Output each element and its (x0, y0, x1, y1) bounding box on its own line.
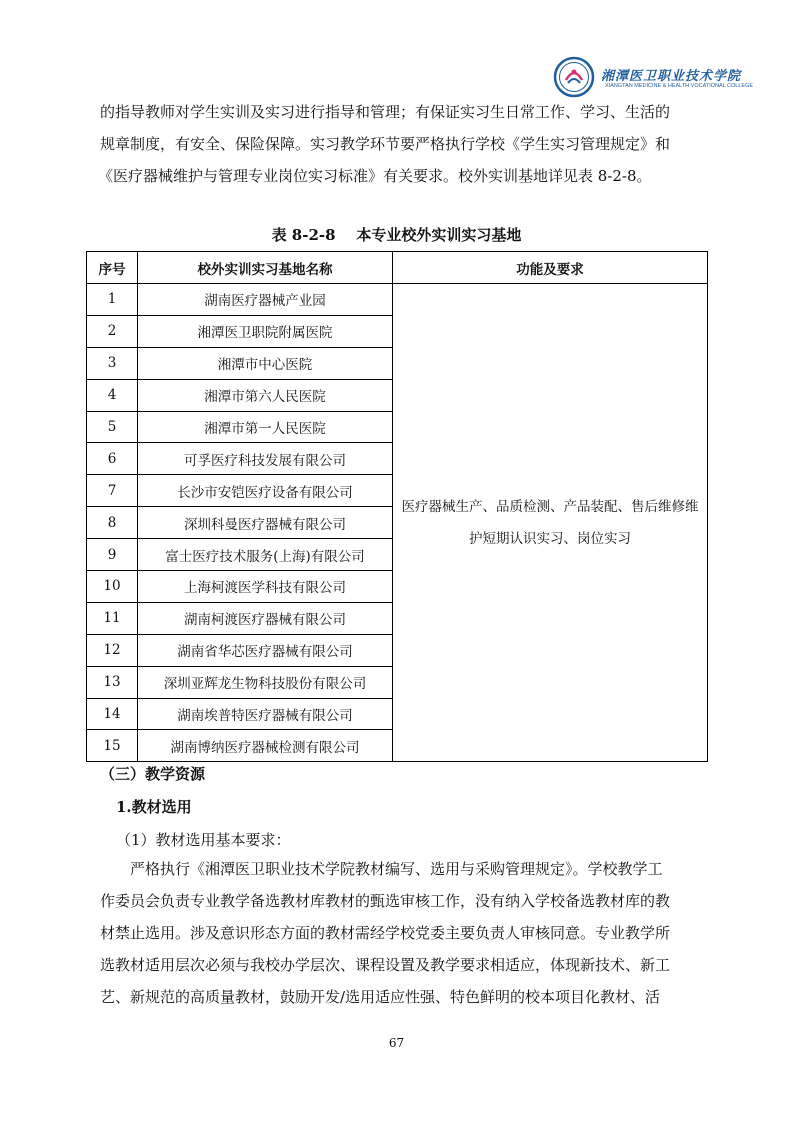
row-base-name: 深圳科曼医疗器械有限公司 (138, 507, 393, 539)
row-base-name: 湘潭市中心医院 (138, 347, 393, 379)
body-line: 材禁止选用。涉及意识形态方面的教材需经学校党委主要负责人审核同意。专业教学所 (100, 924, 671, 942)
intro-line: 规章制度，有安全、保险保障。实习教学环节要严格执行学校《学生实习管理规定》和 (100, 135, 671, 153)
row-base-name: 富士医疗技术服务(上海)有限公司 (138, 539, 393, 571)
row-no: 14 (87, 698, 138, 730)
page-number: 67 (388, 1036, 405, 1050)
section-heading: （三）教学资源 (100, 765, 206, 783)
function-line: 护短期认识实习、岗位实习 (469, 530, 631, 547)
row-no: 4 (87, 379, 138, 411)
row-no: 12 (87, 634, 138, 666)
row-base-name: 湘潭市第一人民医院 (138, 411, 393, 443)
row-base-name: 深圳亚辉龙生物科技股份有限公司 (138, 666, 393, 698)
row-no: 3 (87, 347, 138, 379)
row-base-name: 长沙市安铠医疗设备有限公司 (138, 475, 393, 507)
function-cell (393, 284, 708, 762)
row-base-name: 上海柯渡医学科技有限公司 (138, 571, 393, 603)
training-base-table (86, 251, 708, 762)
row-base-name: 湖南柯渡医疗器械有限公司 (138, 602, 393, 634)
college-logo (553, 56, 754, 98)
body-line: 严格执行《湘潭医卫职业技术学院教材编写、选用与采购管理规定》。学校教学工 (130, 860, 663, 878)
sub-heading: 1.教材选用 (116, 798, 192, 816)
header-function: 功能及要求 (393, 252, 708, 284)
intro-line: 的指导教师对学生实训及实习进行指导和管理；有保证实习生日常工作、学习、生活的 (100, 103, 671, 121)
header-serial-no: 序号 (87, 252, 138, 284)
row-no: 6 (87, 443, 138, 475)
row-no: 2 (87, 315, 138, 347)
row-no: 15 (87, 730, 138, 762)
row-base-name: 湖南省华芯医疗器械有限公司 (138, 634, 393, 666)
row-base-name: 湖南医疗器械产业园 (138, 284, 393, 316)
table-row (87, 284, 708, 316)
row-no: 1 (87, 284, 138, 316)
college-logo-subtitle: XIANGTAN MEDICINE & HEALTH VOCATIONAL COLLEGE (605, 83, 754, 89)
intro-line: 《医疗器械维护与管理专业岗位实习标准》有关要求。校外实训基地详见表 8-2-8。 (98, 167, 652, 185)
row-no: 13 (87, 666, 138, 698)
row-base-name: 湘潭市第六人民医院 (138, 379, 393, 411)
table-caption: 表 8-2-8 本专业校外实训实习基地 (271, 226, 522, 244)
body-line: 艺、新规范的高质量教材，鼓励开发/选用适应性强、特色鲜明的校本项目化教材、活 (100, 988, 661, 1006)
body-line: 作委员会负责专业教学备选教材库教材的甄选审核工作，没有纳入学校备选教材库的教 (100, 892, 671, 910)
college-emblem-icon (553, 56, 595, 98)
college-logo-text: 湘潭医卫职业技术学院 (601, 69, 742, 84)
row-no: 8 (87, 507, 138, 539)
row-base-name: 湖南埃普特医疗器械有限公司 (138, 698, 393, 730)
body-line: 选教材适用层次必须与我校办学层次、课程设置及教学要求相适应，体现新技术、新工 (100, 956, 671, 974)
function-line: 医疗器械生产、品质检测、产品装配、售后维修维 (401, 498, 699, 515)
row-no: 10 (87, 571, 138, 603)
row-no: 9 (87, 539, 138, 571)
intro-paragraph (100, 96, 700, 192)
row-base-name: 湖南博纳医疗器械检测有限公司 (138, 730, 393, 762)
sub-sub-heading: （1）教材选用基本要求： (116, 831, 291, 849)
header-base-name: 校外实训实习基地名称 (138, 252, 393, 284)
row-no: 11 (87, 602, 138, 634)
row-no: 7 (87, 475, 138, 507)
body-paragraph (100, 853, 700, 1013)
table-header-row (87, 252, 708, 284)
row-no: 5 (87, 411, 138, 443)
row-base-name: 可孚医疗科技发展有限公司 (138, 443, 393, 475)
row-base-name: 湘潭医卫职院附属医院 (138, 315, 393, 347)
